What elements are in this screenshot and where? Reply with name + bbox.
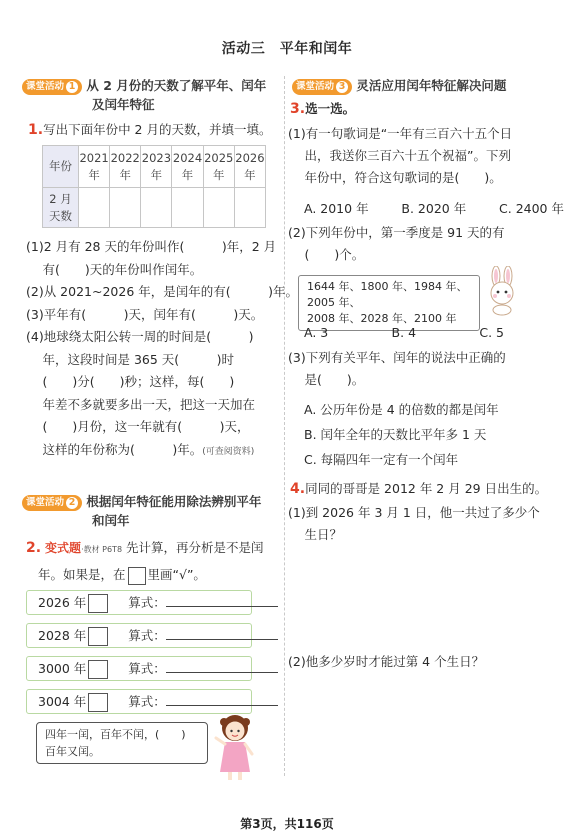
activity-badge: 课堂活动 1 (22, 79, 82, 95)
row-year: 2026 年 (38, 595, 87, 610)
formula-label: 算式： (128, 595, 166, 610)
q3-p1-line: (1)有一句歌词是“一年有三百六十五个日 (288, 126, 513, 141)
q1-line: 这样的年份称为( )年。(可查阅资料) (26, 441, 255, 457)
years-list-line2: 2008 年、2028 年、2100 年 (307, 312, 457, 325)
table-year-cell: 2024 年 (172, 146, 203, 188)
hint-line2: 百年又闰。 (45, 745, 100, 758)
leap-check-row-content (38, 593, 278, 613)
table-year-cell: 2025 年 (203, 146, 234, 188)
leap-checkbox[interactable] (88, 594, 108, 613)
q3-p3-line: (3)下列有关平年、闰年的说法中正确的 (288, 350, 506, 365)
q3-p1-line: 出，我送你三百六十五个祝福”。下列 (288, 148, 511, 163)
formula-input[interactable] (166, 661, 278, 673)
checkbox-sample (128, 567, 146, 585)
leap-check-row-content (38, 692, 278, 712)
formula-label: 算式： (128, 694, 166, 709)
activity2-header (22, 492, 284, 530)
formula-label: 算式： (128, 628, 166, 643)
q1-hint: (可查阅资料) (202, 446, 255, 457)
q3-p3-options (304, 400, 568, 475)
q1-line: (4)地球绕太阳公转一周的时间是( ) (26, 329, 254, 344)
table-year-cell: 2021 年 (79, 146, 110, 188)
column-divider (284, 76, 285, 776)
row-year: 2028 年 (38, 628, 87, 643)
q3-part2 (288, 223, 568, 267)
formula-input[interactable] (166, 628, 278, 640)
table-header-days: 2 月 天数 (43, 188, 79, 228)
days-input-cell[interactable] (172, 188, 203, 228)
activity1-title-line2: 及闰年特征 (92, 97, 155, 112)
q3-p2-line: ( )个。 (288, 247, 365, 262)
option-c[interactable]: C. 2400 年 (499, 201, 564, 216)
option-b[interactable]: B. 2020 年 (401, 201, 467, 216)
q3-p2-line: (2)下列年份中，第一季度是 91 天的有 (288, 225, 505, 240)
activity-badge: 课堂活动 3 (292, 79, 352, 95)
page-title: 活动三 平年和闰年 (221, 41, 353, 57)
activity1-header (22, 76, 284, 114)
row-year: 3000 年 (38, 661, 87, 676)
q4-p1-line2: 生日？ (288, 527, 342, 542)
q3-p3-line: 是( )。 (288, 372, 365, 387)
row-year: 3004 年 (38, 694, 87, 709)
q4-p1-answer-area[interactable] (296, 552, 566, 647)
girl-illustration (212, 712, 258, 782)
activity-badge: 课堂活动 2 (22, 495, 82, 511)
hint-line1: 四年一闰，百年不闰，( ) (45, 728, 186, 741)
q3-title: 3.选一选。 (290, 101, 356, 117)
q1-line: 年，这段时间是 365 天( )时 (26, 351, 235, 367)
table-year-cell: 2026 年 (234, 146, 265, 188)
leap-check-row-content (38, 626, 278, 646)
days-input-cell[interactable] (110, 188, 141, 228)
formula-input[interactable] (166, 694, 278, 706)
q2-prompt-line1: 2. 变式题·教材 P6T8 先计算，再分析是不是闰 (26, 540, 264, 556)
q1-line: (2)从 2021~2026 年，是闰年的有( )年。 (26, 284, 299, 299)
q4-title: 4.同同的哥哥是 2012 年 2 月 29 日出生的。 (290, 481, 548, 497)
option-a[interactable]: A. 3 (304, 325, 329, 340)
days-input-cell[interactable] (234, 188, 265, 228)
hint-bubble (36, 722, 208, 764)
page-footer: 第3页，共116页 (240, 817, 334, 831)
q1-prompt: 1.写出下面年份中 2 月的天数，并填一填。 (28, 122, 272, 138)
february-days-table (42, 145, 266, 228)
leap-checkbox[interactable] (88, 693, 108, 712)
activity2-title-line1: 根据闰年特征能用除法辨别平年 (86, 494, 262, 509)
option-a[interactable]: A. 2010 年 (304, 201, 369, 216)
q4-p1-line1: (1)到 2026 年 3 月 1 日，他一共过了多少个 (288, 505, 540, 520)
years-list-line1: 1644 年、1800 年、1984 年、2005 年、 (307, 280, 468, 309)
activity3-title: 灵活应用闰年特征解决问题 (356, 78, 507, 93)
q4-part1 (288, 503, 568, 547)
option-c[interactable]: C. 每隔四年一定有一个闰年 (304, 452, 459, 467)
q1-line: (1)2 月有 28 天的年份叫作( )年，2 月 (26, 239, 277, 254)
variant-question-tag: 变式题·教材 P6T8 (45, 541, 123, 555)
table-year-cell: 2023 年 (141, 146, 172, 188)
activity3-header (292, 76, 564, 95)
q1-line: ( )月份，这一年就有( )天， (26, 419, 250, 434)
q3-part1 (288, 124, 568, 190)
activity1-title-line1: 从 2 月份的天数了解平年、闰年 (86, 78, 267, 93)
option-b[interactable]: B. 4 (391, 325, 417, 340)
q3-p1-options (304, 199, 564, 218)
formula-input[interactable] (166, 595, 278, 607)
table-header-year: 年份 (43, 146, 79, 188)
formula-label: 算式： (128, 661, 166, 676)
option-a[interactable]: A. 公历年份是 4 的倍数的都是闰年 (304, 402, 499, 417)
days-input-cell[interactable] (141, 188, 172, 228)
rabbit-illustration (482, 266, 522, 316)
q4-part2: (2)他多少岁时才能过第 4 个生日？ (288, 654, 485, 669)
q1-line: 有( )天的年份叫作闰年。 (26, 261, 203, 277)
option-c[interactable]: C. 5 (479, 325, 504, 340)
leap-checkbox[interactable] (88, 660, 108, 679)
option-b[interactable]: B. 闰年全年的天数比平年多 1 天 (304, 427, 487, 442)
days-input-cell[interactable] (203, 188, 234, 228)
leap-checkbox[interactable] (88, 627, 108, 646)
q2-prompt-line2: 年。如果是，在 里画“√”。 (38, 565, 206, 585)
q1-line: 年差不多就要多出一天，把这一天加在 (26, 396, 255, 412)
days-input-cell[interactable] (79, 188, 110, 228)
q1-line: ( )分( )秒；这样，每( ) (26, 374, 235, 389)
q3-part3 (288, 348, 568, 392)
activity2-title-line2: 和闰年 (92, 513, 130, 528)
leap-check-row-content (38, 659, 278, 679)
q1-line: (3)平年有( )天，闰年有( )天。 (26, 306, 264, 322)
q4-p2-answer-area[interactable] (296, 678, 566, 778)
q1-fill-lines (26, 237, 299, 462)
q3-p1-line: 年份中，符合这句歌词的是( )。 (288, 170, 502, 185)
q3-p2-options (304, 323, 504, 342)
table-year-cell: 2022 年 (110, 146, 141, 188)
